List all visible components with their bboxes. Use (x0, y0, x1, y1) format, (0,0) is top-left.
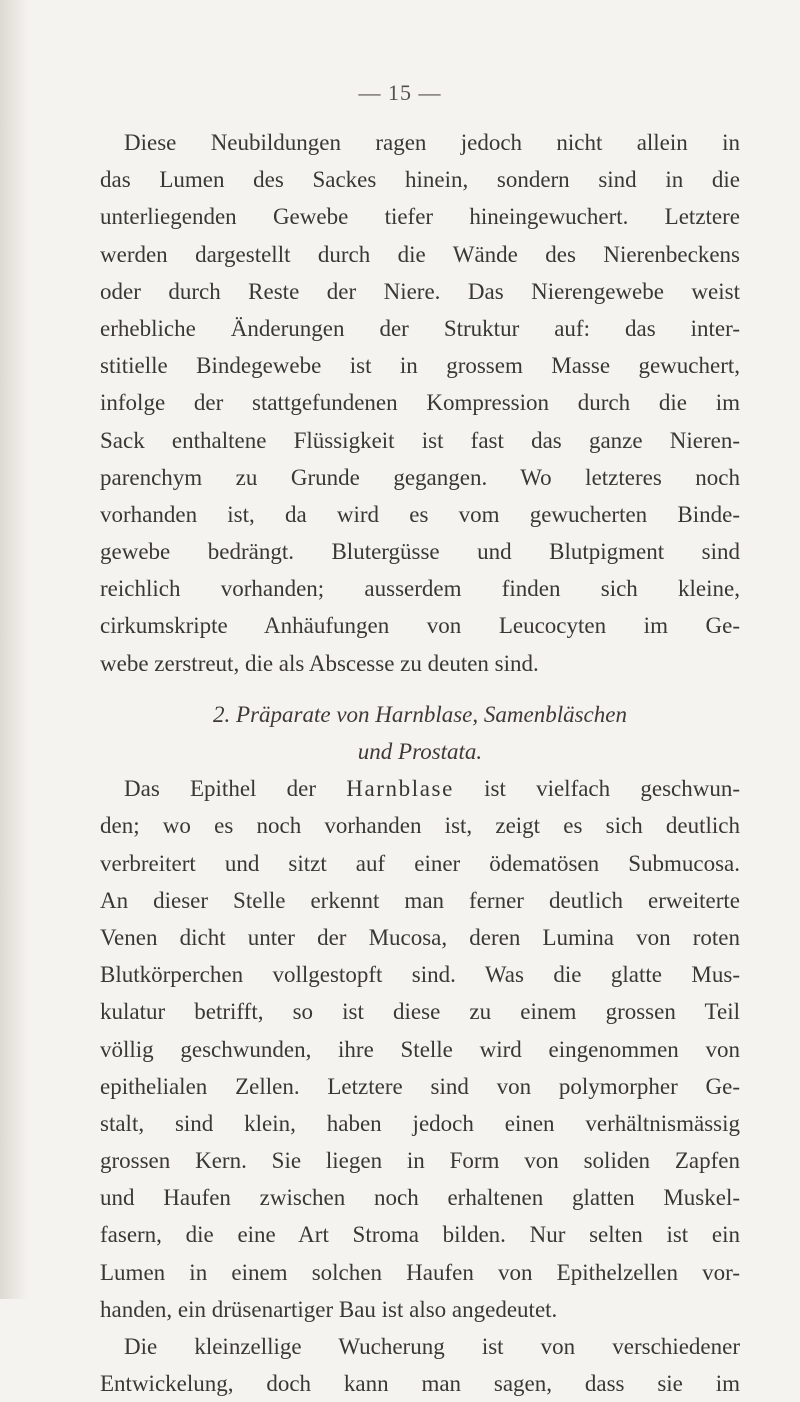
text-segment: ist vielfach geschwun- (484, 776, 741, 802)
text-segment: Das Epithel der (124, 776, 317, 802)
text-line: An dieser Stelle erkennt man ferner deutlich erweiterte (100, 887, 740, 913)
paragraph-1 (100, 124, 740, 682)
section-gap (100, 682, 740, 696)
page-number: — 15 — (358, 80, 442, 105)
text-line: erhebliche Änderungen der Struktur auf: das inter- (100, 315, 740, 341)
text-line: Diese Neubildungen ragen jedoch nicht allein in (124, 130, 740, 155)
text-line: grossen Kern. Sie liegen in Form von soliden Zapfen (100, 1148, 740, 1174)
text-line: Sack enthaltene Flüssigkeit ist fast das ganze Nieren- (100, 427, 740, 453)
text-line: stalt, sind klein, haben jedoch einen verhältnismässig (100, 1110, 740, 1136)
emphasized-term: Harnblase (346, 776, 454, 802)
body-text (100, 124, 740, 1402)
text-line: stitielle Bindegewebe ist in grossem Masse gewuchert, (100, 353, 740, 379)
section-heading (100, 696, 740, 770)
text-line: das Lumen des Sackes hinein, sondern sind in die (100, 167, 740, 193)
text-line: Lumen in einem solchen Haufen von Epithelzellen vor- (100, 1259, 740, 1285)
text-line: Entwickelung, doch kann man sagen, dass sie im (100, 1371, 740, 1397)
text-line: werden dargestellt durch die Wände des Nierenbeckens (100, 241, 740, 267)
text-line: gewebe bedrängt. Blutergüsse und Blutpigment sind (100, 539, 740, 565)
text-line: epithelialen Zellen. Letztere sind von polymorpher Ge- (100, 1073, 740, 1099)
text-line: Venen dicht unter der Mucosa, deren Lumina von roten (100, 924, 740, 950)
heading-number: 2. (213, 701, 231, 727)
text-line: den; wo es noch vorhanden ist, zeigt es sich deutlich (100, 813, 740, 839)
text-line: fasern, die eine Art Stroma bilden. Nur selten ist ein (100, 1222, 740, 1248)
paragraph-2 (100, 770, 740, 1328)
text-line: Blutkörperchen vollgestopft sind. Was die glatte Mus- (100, 962, 740, 988)
text-line (100, 770, 740, 807)
text-line: Die kleinzellige Wucherung ist von verschiedener (124, 1334, 740, 1359)
heading-title: Präparate von Harnblase, Samenbläschen (236, 701, 627, 727)
text-line: oder durch Reste der Niere. Das Nierengewebe weist (100, 278, 740, 304)
text-line: webe zerstreut, die als Abscesse zu deuten sind. (100, 650, 539, 676)
text-line: cirkumskripte Anhäufungen von Leucocyten im Ge- (100, 613, 740, 639)
text-line: parenchym zu Grunde gegangen. Wo letzteres noch (100, 464, 740, 490)
text-line: verbreitert und sitzt auf einer ödematösen Submucosa. (100, 850, 740, 876)
heading-line-2: und Prostata. (357, 739, 483, 764)
text-line: und Haufen zwischen noch erhaltenen glatten Muskel- (100, 1185, 740, 1211)
heading-line-1 (100, 696, 740, 733)
text-line: unterliegenden Gewebe tiefer hineingewuchert. Letztere (100, 204, 740, 230)
page-edge-shadow (0, 0, 28, 1299)
text-line: reichlich vorhanden; ausserdem finden sich kleine, (100, 576, 740, 602)
paragraph-3 (100, 1328, 740, 1402)
text-line: vorhanden ist, da wird es vom gewucherten Binde- (100, 501, 740, 527)
text-line: handen, ein drüsenartiger Bau ist also angedeutet. (100, 1296, 558, 1322)
text-line: kulatur betrifft, so ist diese zu einem grossen Teil (100, 999, 740, 1025)
text-line: völlig geschwunden, ihre Stelle wird eingenommen von (100, 1036, 740, 1062)
text-line: infolge der stattgefundenen Kompression durch die im (100, 390, 740, 416)
